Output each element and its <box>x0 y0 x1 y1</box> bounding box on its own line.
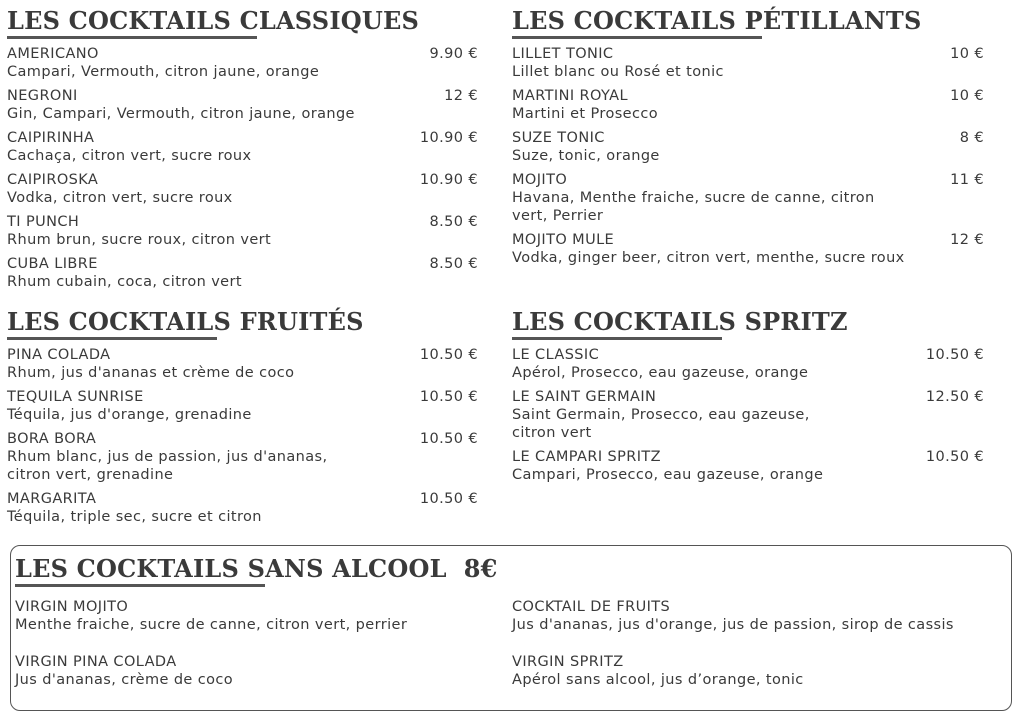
menu-item <box>512 231 984 267</box>
item-price: 12 € <box>444 88 478 104</box>
menu-item <box>7 213 478 249</box>
item-price: 10.50 € <box>925 347 984 363</box>
section-title-fruites: LES COCKTAILS FRUITÉS <box>7 307 364 336</box>
sans-alcool-box <box>10 545 1012 711</box>
item-name: CUBA LIBRE <box>7 256 98 272</box>
item-name: VIRGIN SPRITZ <box>512 654 624 670</box>
item-desc: Havana, Menthe fraiche, sucre de canne, citron vert, Perrier <box>512 190 875 224</box>
item-desc: Suze, tonic, orange <box>512 148 660 164</box>
item-name: MARTINI ROYAL <box>512 88 628 104</box>
item-desc: Martini et Prosecco <box>512 106 659 122</box>
list-item <box>512 598 954 634</box>
item-name: BORA BORA <box>7 431 97 447</box>
list-item <box>15 598 407 634</box>
section-title-spritz: LES COCKTAILS SPRITZ <box>512 307 848 336</box>
item-desc: Rhum, jus d'ananas et crème de coco <box>7 365 295 381</box>
item-desc: Vodka, citron vert, sucre roux <box>7 190 233 206</box>
menu-item <box>7 45 478 81</box>
title-underline <box>15 584 265 587</box>
item-price: 8 € <box>959 130 984 146</box>
menu-item <box>7 87 478 123</box>
menu-item <box>512 129 984 165</box>
item-price: 10.50 € <box>419 389 478 405</box>
item-price: 9.90 € <box>429 46 478 62</box>
item-desc: Rhum blanc, jus de passion, jus d'ananas, citron vert, grenadine <box>7 449 328 483</box>
item-desc: Apérol, Prosecco, eau gazeuse, orange <box>512 365 809 381</box>
item-desc: Vodka, ginger beer, citron vert, menthe, sucre roux <box>512 250 905 266</box>
section-title-petillants: LES COCKTAILS PÉTILLANTS <box>512 6 922 35</box>
item-name: TI PUNCH <box>7 214 80 230</box>
menu-item <box>512 171 984 225</box>
item-name: LE CAMPARI SPRITZ <box>512 449 661 465</box>
section-title-sans-alcool <box>15 554 498 584</box>
item-price: 12.50 € <box>925 389 984 405</box>
item-name: PINA COLADA <box>7 347 111 363</box>
section-fruites <box>7 307 478 532</box>
menu-item <box>7 346 478 382</box>
item-price: 11 € <box>950 172 984 188</box>
item-name: CAIPIROSKA <box>7 172 99 188</box>
item-name: COCKTAIL DE FRUITS <box>512 599 671 615</box>
item-name: MARGARITA <box>7 491 97 507</box>
item-price: 10 € <box>950 88 984 104</box>
item-name: TEQUILA SUNRISE <box>7 389 144 405</box>
item-price: 10.50 € <box>419 431 478 447</box>
item-price: 10.90 € <box>419 172 478 188</box>
list-item <box>512 653 804 689</box>
item-name: SUZE TONIC <box>512 130 605 146</box>
item-name: VIRGIN PINA COLADA <box>15 654 177 670</box>
section-spritz <box>512 307 984 490</box>
menu-item <box>7 388 478 424</box>
menu-item <box>7 255 478 291</box>
item-price: 8.50 € <box>429 256 478 272</box>
title-underline <box>7 337 217 340</box>
item-name: CAIPIRINHA <box>7 130 95 146</box>
section-petillants <box>512 6 984 273</box>
item-price: 12 € <box>950 232 984 248</box>
item-desc: Menthe fraiche, sucre de canne, citron vert, perrier <box>15 617 408 633</box>
title-underline <box>512 337 722 340</box>
item-desc: Apérol sans alcool, jus d’orange, tonic <box>512 672 804 688</box>
menu-item <box>7 129 478 165</box>
item-desc: Campari, Prosecco, eau gazeuse, orange <box>512 467 824 483</box>
item-price: 10.50 € <box>419 347 478 363</box>
item-desc: Lillet blanc ou Rosé et tonic <box>512 64 724 80</box>
item-desc: Rhum brun, sucre roux, citron vert <box>7 232 272 248</box>
item-desc: Jus d'ananas, jus d'orange, jus de passion, sirop de cassis <box>512 617 954 633</box>
menu-item <box>7 490 478 526</box>
item-desc: Saint Germain, Prosecco, eau gazeuse, citron vert <box>512 407 810 441</box>
title-underline <box>7 36 257 39</box>
item-desc: Téquila, triple sec, sucre et citron <box>7 509 262 525</box>
item-desc: Rhum cubain, coca, citron vert <box>7 274 242 290</box>
menu-item <box>512 448 984 484</box>
item-price: 10.50 € <box>925 449 984 465</box>
item-name: AMERICANO <box>7 46 99 62</box>
item-name: LE CLASSIC <box>512 347 600 363</box>
item-price: 10.90 € <box>419 130 478 146</box>
item-name: NEGRONI <box>7 88 78 104</box>
item-desc: Campari, Vermouth, citron jaune, orange <box>7 64 320 80</box>
item-price: 8.50 € <box>429 214 478 230</box>
sans-alcool-title: LES COCKTAILS SANS ALCOOL <box>15 554 447 583</box>
item-desc: Jus d'ananas, crème de coco <box>15 672 234 688</box>
menu-item <box>512 45 984 81</box>
list-item <box>15 653 233 689</box>
menu-item <box>7 430 478 484</box>
menu-item <box>512 346 984 382</box>
item-price: 10.50 € <box>419 491 478 507</box>
menu-item <box>512 87 984 123</box>
section-title-classiques: LES COCKTAILS CLASSIQUES <box>7 6 420 35</box>
item-name: MOJITO MULE <box>512 232 615 248</box>
item-name: LE SAINT GERMAIN <box>512 389 657 405</box>
menu-item <box>512 388 984 442</box>
menu-item <box>7 171 478 207</box>
sans-alcool-price: 8€ <box>463 554 498 583</box>
item-price: 10 € <box>950 46 984 62</box>
item-name: VIRGIN MOJITO <box>15 599 129 615</box>
item-desc: Téquila, jus d'orange, grenadine <box>7 407 252 423</box>
section-classiques <box>7 6 478 297</box>
title-underline <box>512 36 762 39</box>
item-name: LILLET TONIC <box>512 46 614 62</box>
item-desc: Cachaça, citron vert, sucre roux <box>7 148 252 164</box>
item-desc: Gin, Campari, Vermouth, citron jaune, orange <box>7 106 355 122</box>
item-name: MOJITO <box>512 172 568 188</box>
